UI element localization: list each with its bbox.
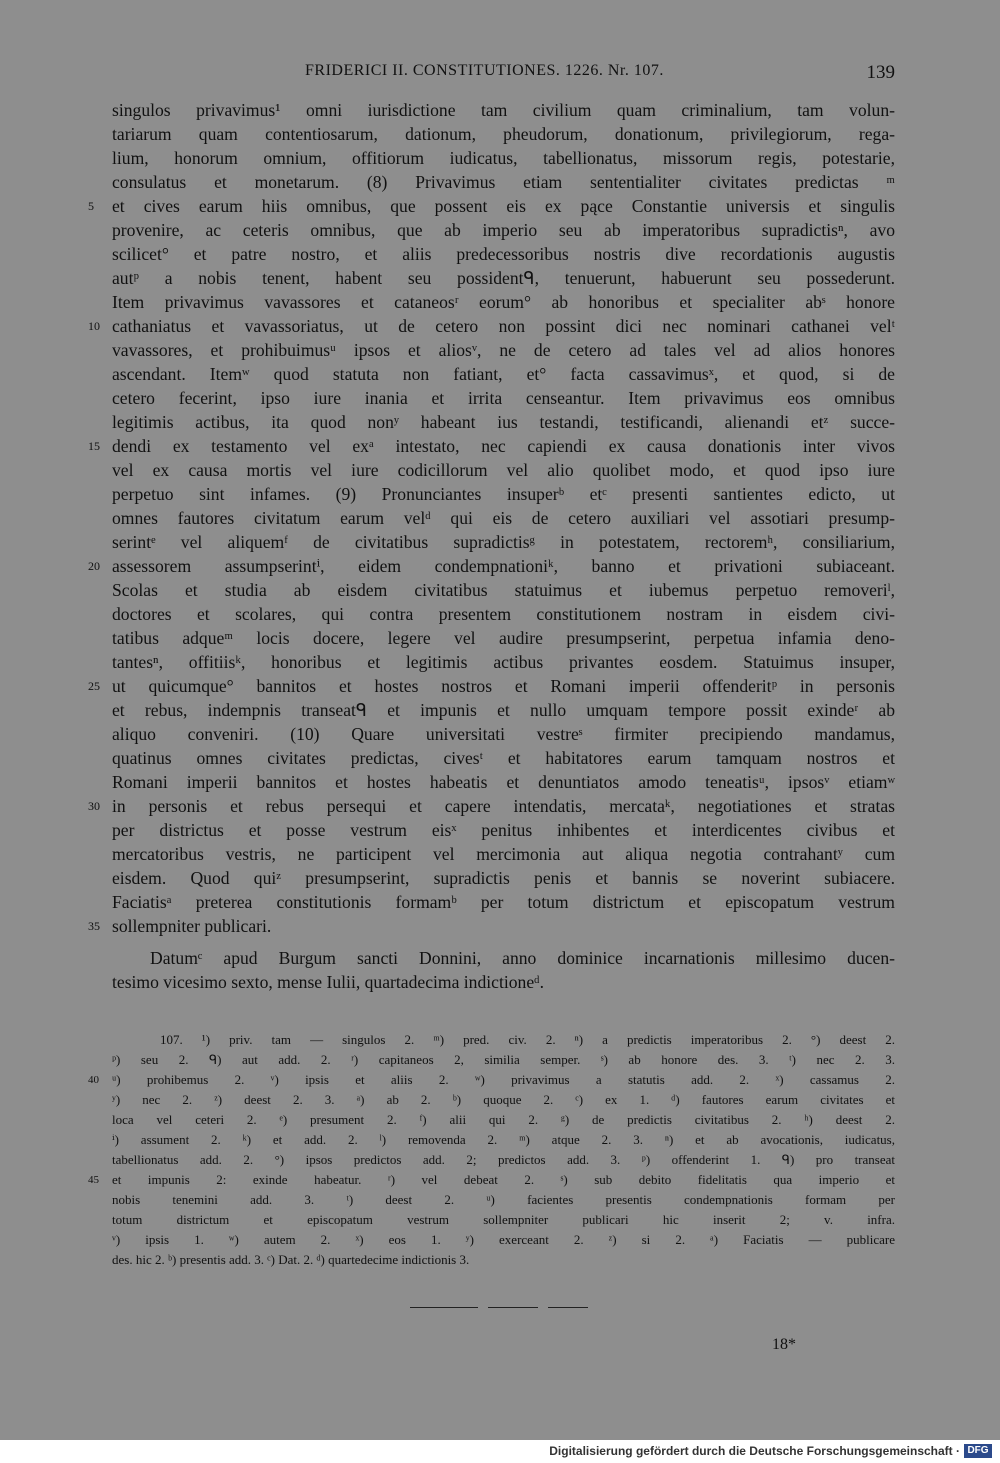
closing-rule [488,1307,538,1308]
body-line: dendi ex testamento vel exᵃ intestato, nec capiendi ex causa donationis inter vivos [112,436,895,456]
line-number: 45 [88,1174,99,1186]
body-line: Faciatisᵃ preterea constitutionis formamᵇ per totum districtum et episcopatum vestrum [112,892,895,912]
running-header [110,62,895,86]
body-line: tatibus adqueᵐ locis docere, legere vel audire presumpserint, perpetua infamia deno- [112,628,895,648]
body-line: scilicet° et patre nostro, et aliis predecessoribus nostris dive recordationis augustis [112,244,895,264]
line-number: 40 [88,1074,99,1086]
body-line: vel ex causa mortis vel iure codicillorum vel alio quolibet modo, et quod ipso iure [112,460,895,480]
body-line: consulatus et monetarum. (8) Privavimus etiam sententialiter civitates predictas ᵐ [112,172,895,192]
body-line: autᵖ a nobis tenent, habent seu possidentᑫ, tenuerunt, habuerunt seu possederunt. [112,268,895,288]
body-line: quatinus omnes civitates predictas, civesᵗ et habitatores earum tamquam nostros et [112,748,895,768]
dfg-logo: DFG [964,1444,992,1458]
footnote-line: ᵖ) seu 2. ᑫ) aut add. 2. ʳ) capitaneos 2, similia semper. ˢ) ab honore des. 3. ᵗ) nec 2. 3. [112,1052,895,1067]
body-line: eisdem. Quod quiᶻ presumpserint, supradictis penis et bannis se noverint subiacere. [112,868,895,888]
body-line: cetero fecerint, ipso iure inania et irrita censeantur. Item privavimus eos omnibus [112,388,895,408]
body-line: aliquo conveniri. (10) Quare universitati vestreˢ firmiter precipiendo mandamus, [112,724,895,744]
body-line: Romani imperii bannitos et hostes habeatis et denuntiatos amodo teneatisᵘ, ipsosᵛ etiamʷ [112,772,895,792]
line-number: 35 [88,919,100,933]
line-number: 20 [88,559,100,573]
footnote-line: ⁱ) assument 2. ᵏ) et add. 2. ˡ) removenda 2. ᵐ) atque 2. 3. ⁿ) et ab avocationis, iudicatus, [112,1132,895,1147]
body-line: assessorem assumpserintⁱ, eidem condempnationiᵏ, banno et privationi subiaceant. [112,556,895,576]
footnote-line: loca vel ceteri 2. ᵉ) presument 2. ᶠ) alii qui 2. ᵍ) de predictis civitatibus 2. ʰ) deest 2. [112,1112,895,1127]
footnote-line: nobis tenemini add. 3. ᵗ) deest 2. ᵘ) facientes presentis condempnationis formam per [112,1192,895,1207]
body-line: cathaniatus et vavassoriatus, ut de cetero non possint dici nec nominari cathanei velᵗ [112,316,895,336]
body-line: provenire, ac ceteris omnibus, que ab imperio seu ab imperatoribus supradictisⁿ, avo [112,220,895,240]
body-line: vavassores, et prohibuimusᵘ ipsos et aliosᵛ, ne de cetero ad tales vel ad alios honores [112,340,895,360]
body-line: serintᵉ vel aliquemᶠ de civitatibus supradictisᵍ in potestatem, rectoremʰ, consiliarium, [112,532,895,552]
line-number: 10 [88,319,100,333]
body-line: singulos privavimus¹ omni iurisdictione tam civilium quam criminalium, tam volun- [112,100,895,120]
body-line: omnes fautores civitatum earum velᵈ qui eis de cetero auxiliari vel assotiari presump- [112,508,895,528]
footnote-line: ʸ) nec 2. ᶻ) deest 2. 3. ᵃ) ab 2. ᵇ) quoque 2. ᶜ) ex 1. ᵈ) fautores earum civitates et [112,1092,895,1107]
line-number: 30 [88,799,100,813]
body-line: sollempniter publicari. [112,916,272,936]
body-line: in personis et rebus persequi et capere intendatis, mercataᵏ, negotiationes et stratas [112,796,895,816]
body-line: Item privavimus vavassores et cataneosʳ eorum° ab honoribus et specialiter abˢ honore [112,292,895,312]
signature-mark: 18* [772,1336,796,1353]
footnote-line: et impunis 2: exinde habeatur. ʳ) vel debeat 2. ˢ) sub debito fidelitatis qua imperio et [112,1172,895,1187]
body-line: ut quicumque° bannitos et hostes nostros et Romani imperii offenderitᵖ in personis [112,676,895,696]
body-line: doctores et scolares, qui contra presentem constitutionem nostram in eisdem civi- [112,604,895,624]
closing-rule [410,1307,478,1308]
footnote-line: tabellionatus add. 2. °) ipsos predictos add. 2; predictos add. 3. ᵖ) offenderint 1. ᑫ) pro transeat [112,1152,895,1167]
footnote-line: ᵛ) ipsis 1. ʷ) autem 2. ˣ) eos 1. ʸ) exerceant 2. ᶻ) si 2. ᵃ) Faciatis — publicare [112,1232,895,1247]
line-number: 5 [88,199,94,213]
body-line: mercatoribus vestris, ne participent vel mercimonia aut aliqua negotia contrahantʸ cum [112,844,895,864]
body-line: et rebus, indempnis transeatᑫ et impunis et nullo umquam tempore possit exindeʳ ab [112,700,895,720]
page-number: 139 [866,62,895,83]
body-line: lium, honorum omnium, offitiorum iudicatus, tabellionatus, missorum regis, potestarie, [112,148,895,168]
footnote-line: totum districtum et episcopatum vestrum sollempniter publicari hic inserit 2; v. infra. [112,1212,895,1227]
body-line: per districtus et posse vestrum eisˣ penitus inhibentes et interdicentes civibus et [112,820,895,840]
line-number: 15 [88,439,100,453]
running-title: FRIDERICI II. CONSTITUTIONES. 1226. Nr. 107. [305,62,664,79]
footnote-line: 107. ¹) priv. tam — singulos 2. ᵐ) pred. civ. 2. ⁿ) a predictis imperatoribus 2. °) deest 2. [160,1032,895,1047]
datum-line: Datumᶜ apud Burgum sancti Donnini, anno dominice incarnationis millesimo ducen- [150,948,895,968]
body-line: legitimis actibus, ita quod nonʸ habeant ius testandi, testificandi, alienandi etᶻ succe- [112,412,895,432]
body-line: perpetuo sint infames. (9) Pronunciantes insuperᵇ etᶜ presenti santientes edicto, ut [112,484,895,504]
footnote-line: des. hic 2. ᵇ) presentis add. 3. ᶜ) Dat. 2. ᵈ) quartedecime indictionis 3. [112,1252,470,1267]
body-line: tantesⁿ, offitiisᵏ, honoribus et legitimis actibus privantes eosdem. Statuimus insuper, [112,652,895,672]
body-line: tariarum quam contentiosarum, dationum, pheudorum, donationum, privilegiorum, rega- [112,124,895,144]
footer-credit: Digitalisierung gefördert durch die Deutsche Forschungsgemeinschaft · [549,1444,960,1458]
body-line: Scolas et studia ab eisdem civitatibus statuimus et iubemus perpetuo removeriˡ, [112,580,895,600]
body-line: ascendant. Itemʷ quod statuta non fatiant, et° facta cassavimusˣ, et quod, si de [112,364,895,384]
body-line: et cives earum hiis omnibus, que possent eis ex pące Constantie universis et singulis [112,196,895,216]
footer-bar [0,1440,1000,1463]
closing-rule [548,1307,588,1308]
line-number: 25 [88,679,100,693]
footnote-line: ᵘ) prohibemus 2. ᵛ) ipsis et aliis 2. ʷ) privavimus a statutis add. 2. ˣ) cassamus 2. [112,1072,895,1087]
datum-line: tesimo vicesimo sexto, mense Iulii, quartadecima indictioneᵈ. [112,972,545,992]
